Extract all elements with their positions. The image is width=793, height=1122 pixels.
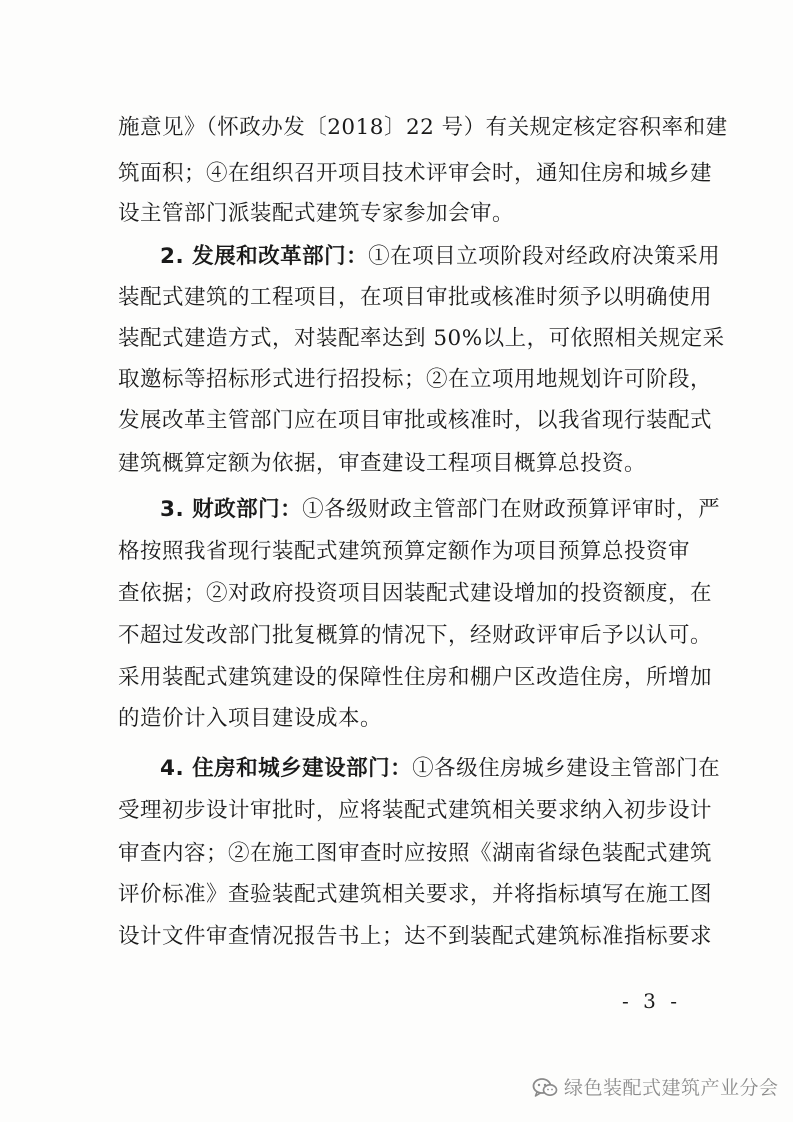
paragraph-line: 评价标准》查验装配式建筑相关要求，并将指标填写在施工图	[118, 882, 713, 907]
paragraph-line: 受理初步设计审批时，应将装配式建筑相关要求纳入初步设计	[118, 798, 713, 823]
paragraph-first-line	[160, 495, 721, 525]
paragraph-first-line	[160, 242, 721, 272]
section-heading: 3. 财政部门：	[160, 497, 303, 522]
paragraph-text: ①各级住房城乡建设主管部门在	[412, 756, 721, 781]
paragraph-line: 格按照我省现行装配式建筑预算定额作为项目预算总投资审	[118, 539, 691, 564]
paragraph-line: 采用装配式建筑建设的保障性住房和棚户区改造住房，所增加	[118, 665, 713, 690]
paragraph-line: 取邀标等招标形式进行招投标；②在立项用地规划许可阶段，	[118, 367, 713, 392]
watermark	[532, 1073, 779, 1103]
paragraph-line: 施意见》（怀政办发〔2018〕22 号）有关规定核定容积率和建	[118, 115, 728, 140]
paragraph-line: 发展改革主管部门应在项目审批或核准时，以我省现行装配式	[118, 408, 713, 433]
paragraph-text: ①在项目立项阶段对经政府决策采用	[368, 244, 721, 269]
page-number: - 3 -	[622, 989, 681, 1013]
paragraph-line: 查依据；②对政府投资项目因装配式建设增加的投资额度，在	[118, 581, 713, 606]
paragraph-line: 的造价计入项目建设成本。	[118, 706, 383, 731]
paragraph-line: 装配式建筑的工程项目，在项目审批或核准时须予以明确使用	[118, 285, 713, 310]
wechat-icon	[532, 1077, 558, 1099]
paragraph-line: 审查内容；②在施工图审查时应按照《湖南省绿色装配式建筑	[118, 841, 713, 866]
paragraph-line: 筑面积；④在组织召开项目技术评审会时，通知住房和城乡建	[118, 161, 713, 186]
paragraph-line: 装配式建造方式，对装配率达到 50%以上，可依照相关规定采	[118, 326, 725, 351]
paragraph-first-line	[160, 754, 721, 784]
paragraph-line: 设计文件审查情况报告书上；达不到装配式建筑标准指标要求	[118, 924, 713, 949]
paragraph-text: ①各级财政主管部门在财政预算评审时，严	[302, 497, 721, 522]
paragraph-line: 不超过发改部门批复概算的情况下，经财政评审后予以认可。	[118, 623, 713, 648]
watermark-text: 绿色装配式建筑产业分会	[564, 1077, 779, 1099]
section-heading: 4. 住房和城乡建设部门：	[160, 756, 413, 781]
section-heading: 2. 发展和改革部门：	[160, 244, 369, 269]
paragraph-line: 设主管部门派装配式建筑专家参加会审。	[118, 201, 515, 226]
paragraph-line: 建筑概算定额为依据，审查建设工程项目概算总投资。	[118, 451, 647, 476]
